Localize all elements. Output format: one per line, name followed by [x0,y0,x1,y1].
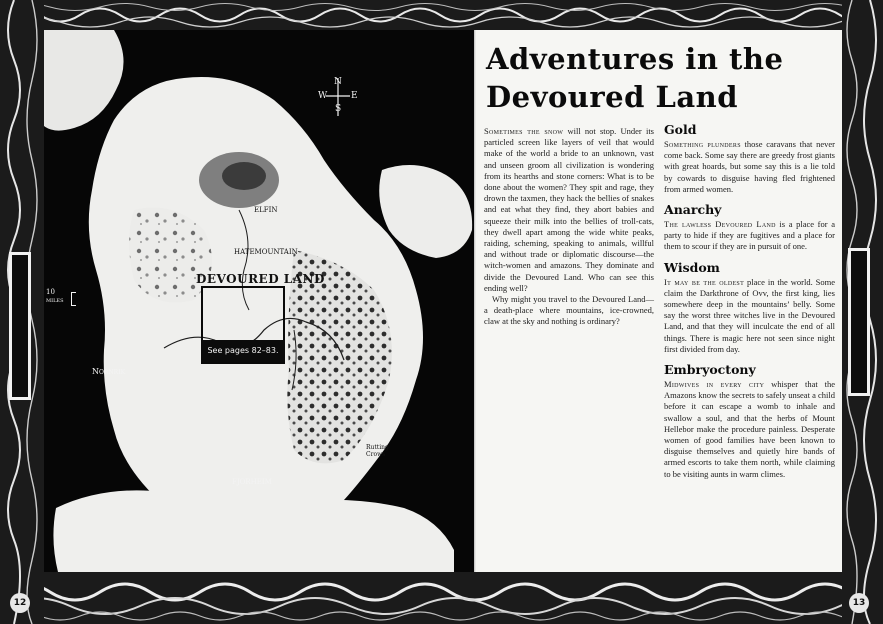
intro-body: will not stop. Under its particled screen like layers of veil that would make of the world a bride to an unknown, vast and unseen groom all civilization is wondering from its hearths and stone corners: What is to be done about the women? They spit and rage, they drown the taxmen, they hack the bellies of snakes and eat what they find, they abort babies and squeeze their milk into the bellies of troll-cats, they dwell apart among the wide white peaks, raiding, scheming, speaking to animals, willful and without trade or diplomatic discourse—the witch-women and amazons. They dominate and divide the Devoured Land. Who can see this ending well? [484,126,654,293]
intro-paragraph-1 [484,126,654,294]
page-number-right: 13 [849,593,869,613]
section-lead-anarchy: The lawless Devoured Land [664,219,776,230]
section-lead-wisdom: It may be the oldest [664,276,745,287]
section-heading-wisdom: Wisdom [664,259,720,275]
section-body-wisdom: place in the world. Some claim the Darkthrone of Ovv, the first king, lies somewhere deep in the mountains’ belly. Some say the worst three witches live in the Devoured Land, and that they will inculcate the end of all things. There is magic here not seen since night first divided from day. [664,276,835,354]
compass-north: N [334,77,342,87]
see-pages-callout: See pages 82–83. [201,340,285,362]
section-heading-gold: Gold [664,122,697,137]
section-text-wisdom [664,277,835,355]
page-number-left: 12 [10,593,30,613]
map-devoured-land [44,30,474,572]
section-body-gold: those caravans that never come back. Some say there are greedy frost giants with great hoards, but some say this is a lie told by cowards to disguise having fled frightened from armed women. [664,139,835,194]
map-label-devoured-land: DEVOURED LAND [196,272,325,286]
text-page [474,30,842,572]
section-body-embryoctony: whisper that the Amazons know the secrets to safely unseat a child before it can escape a womb to inhale and swallow a soul, and that the herbs of Mount Hellebor make the procedure painless. Desperate women of good families have been known to disguise themselves and quietly hire bands of armed escorts to take them north, while claiming to be visiting aunts in warm climes. [664,379,835,479]
map-scale-value: 10 [46,288,55,296]
section-text-gold [664,139,835,195]
map-label-fjorheim: FJORHEIM [232,478,272,486]
compass-west: W [318,91,328,101]
map-label-hatemountain: HATEMOUNTAIN [234,248,298,256]
map-scale-bracket [71,292,76,306]
map-label-nornrik: Nornrik [92,367,126,376]
side-ornament-left [9,252,31,400]
section-anarchy [664,201,835,253]
page-title-line-1: Adventures in the [486,42,784,76]
map-label-elfin: ELFIN [254,206,278,214]
map-scale [46,288,64,304]
section-text-anarchy [664,219,835,253]
ornate-border-bottom [0,572,883,624]
page-title [486,40,834,116]
intro-lead-in: Sometimes the snow [484,126,564,136]
page-gutter [474,30,476,572]
ornate-border-top [0,0,883,30]
section-heading-anarchy: Anarchy [664,202,722,218]
section-lead-gold: Something plunders [664,139,741,149]
intro-column [484,126,654,328]
page-title-line-2: Devoured Land [486,80,739,114]
map-scale-unit: miles [46,296,64,304]
map-label-rutting-crows: Rutting Crows [366,444,389,458]
compass-south: S [335,104,342,114]
section-body-anarchy: is a place for a party to hide if they are fugitives and a place for them to scour if they are in pursuit of one. [664,219,836,252]
section-text-embryoctony [664,379,835,480]
section-wisdom [664,259,835,355]
section-lead-embryoctony: Midwives in every city [664,379,765,390]
sections-column [664,121,835,486]
section-embryoctony [664,361,835,480]
side-ornament-right [848,248,870,396]
section-heading-embryoctony: Embryoctony [664,362,756,378]
compass-east: E [351,91,358,101]
compass-rose [314,77,362,121]
intro-paragraph-2: Why might you travel to the Devoured Land—a death-place where mountains, ice-crowned, claw at the sky and nothing is ordinary? [484,294,654,327]
section-gold [664,121,835,195]
